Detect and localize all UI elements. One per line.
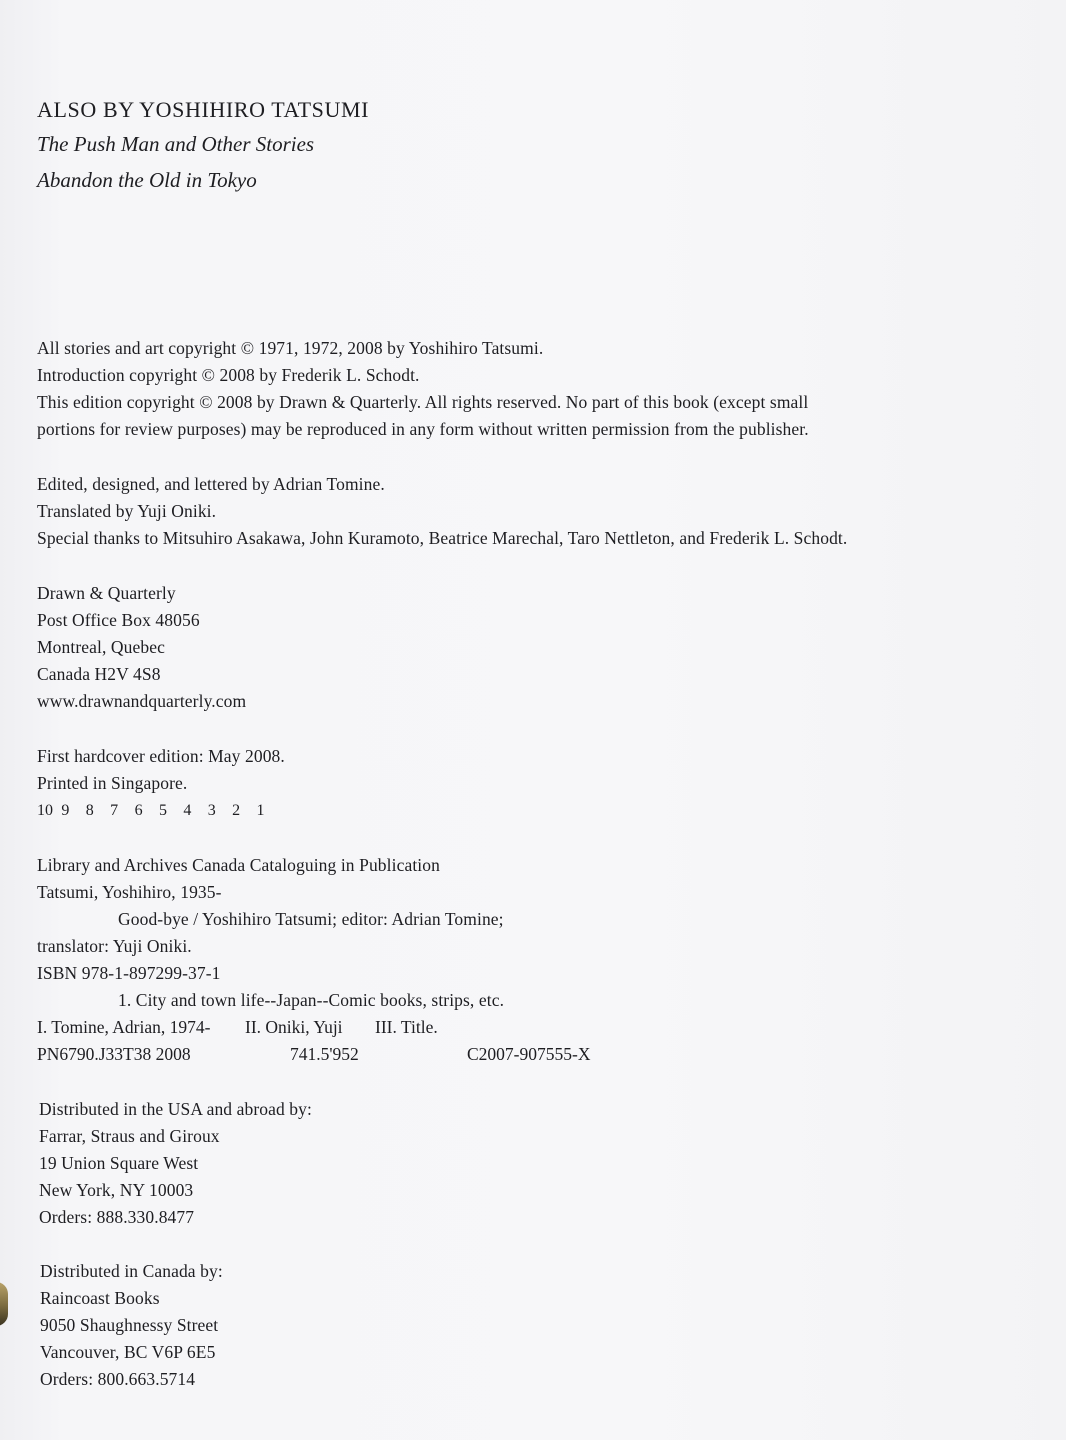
usa-distribution-section [39, 1096, 312, 1231]
printing-number: 2 [232, 802, 241, 819]
publisher-line: Drawn & Quarterly [37, 583, 176, 603]
distribution-line: Farrar, Straus and Giroux [39, 1126, 220, 1146]
cataloguing-subject: 1. City and town life--Japan--Comic books, strips, etc. [118, 990, 505, 1010]
printing-number: 7 [110, 802, 119, 819]
cataloguing-entry: I. Tomine, Adrian, 1974- [37, 1017, 211, 1037]
distribution-orders: Orders: 888.330.8477 [39, 1207, 195, 1227]
edition-section [37, 743, 285, 824]
edition-line: Printed in Singapore. [37, 773, 188, 793]
distribution-line: Distributed in the USA and abroad by: [39, 1099, 312, 1119]
publisher-section [37, 580, 246, 715]
also-by-heading: ALSO BY YOSHIHIRO TATSUMI [37, 97, 370, 122]
edition-line: First hardcover edition: May 2008. [37, 746, 285, 766]
canada-distribution-section [40, 1258, 223, 1393]
credits-section [37, 471, 847, 552]
publisher-line: Montreal, Quebec [37, 637, 165, 657]
distribution-line: Distributed in Canada by: [40, 1261, 223, 1281]
distribution-line: 19 Union Square West [39, 1153, 199, 1173]
copyright-section [37, 335, 809, 443]
control-number: C2007-907555-X [467, 1044, 591, 1064]
distribution-orders: Orders: 800.663.5714 [40, 1369, 196, 1389]
cataloguing-entries [37, 1014, 737, 1041]
cataloguing-title: Good-bye / Yoshihiro Tatsumi; editor: Adrian Tomine; [118, 909, 504, 929]
printing-numbers [37, 797, 285, 824]
printing-number: 6 [134, 802, 143, 819]
credits-line: Edited, designed, and lettered by Adrian Tomine. [37, 474, 385, 494]
cataloguing-classification [37, 1041, 737, 1068]
printing-number: 3 [207, 802, 216, 819]
distribution-line: 9050 Shaughnessy Street [40, 1315, 219, 1335]
dewey-number: 741.5'952 [290, 1044, 359, 1064]
publisher-line: Post Office Box 48056 [37, 610, 200, 630]
copyright-line: Introduction copyright © 2008 by Frederik L. Schodt. [37, 365, 420, 385]
printing-number: 4 [183, 802, 192, 819]
copyright-line: portions for review purposes) may be reproduced in any form without written permission from the publisher. [37, 419, 809, 439]
cataloguing-isbn: ISBN 978-1-897299-37-1 [37, 963, 221, 983]
publisher-website: www.drawnandquarterly.com [37, 691, 247, 711]
printing-number: 9 [61, 802, 70, 819]
also-by-title: The Push Man and Other Stories [37, 132, 315, 156]
distribution-line: Raincoast Books [40, 1288, 160, 1308]
call-number: PN6790.J33T38 2008 [37, 1044, 191, 1064]
printing-number: 5 [158, 802, 167, 819]
publisher-line: Canada H2V 4S8 [37, 664, 161, 684]
page-edge-mark [0, 1282, 8, 1326]
also-by-title: Abandon the Old in Tokyo [37, 168, 257, 192]
distribution-line: New York, NY 10003 [39, 1180, 194, 1200]
printing-number: 10 [37, 802, 53, 819]
cataloguing-entry: II. Oniki, Yuji [245, 1017, 343, 1037]
credits-line: Translated by Yuji Oniki. [37, 501, 217, 521]
cataloguing-translator: translator: Yuji Oniki. [37, 936, 192, 956]
cataloguing-entry: III. Title. [375, 1017, 438, 1037]
also-by-section [37, 96, 369, 198]
copyright-line: All stories and art copyright © 1971, 1972, 2008 by Yoshihiro Tatsumi. [37, 338, 544, 358]
distribution-line: Vancouver, BC V6P 6E5 [40, 1342, 216, 1362]
cataloguing-section [37, 852, 737, 1068]
printing-number: 1 [256, 802, 265, 819]
cataloguing-author: Tatsumi, Yoshihiro, 1935- [37, 882, 222, 902]
copyright-line: This edition copyright © 2008 by Drawn & Quarterly. All rights reserved. No part of this book (except small [37, 392, 809, 412]
cataloguing-header: Library and Archives Canada Cataloguing in Publication [37, 855, 440, 875]
credits-line: Special thanks to Mitsuhiro Asakawa, John Kuramoto, Beatrice Marechal, Taro Nettleton, and Frederik L. Schodt. [37, 528, 848, 548]
printing-number: 8 [85, 802, 94, 819]
